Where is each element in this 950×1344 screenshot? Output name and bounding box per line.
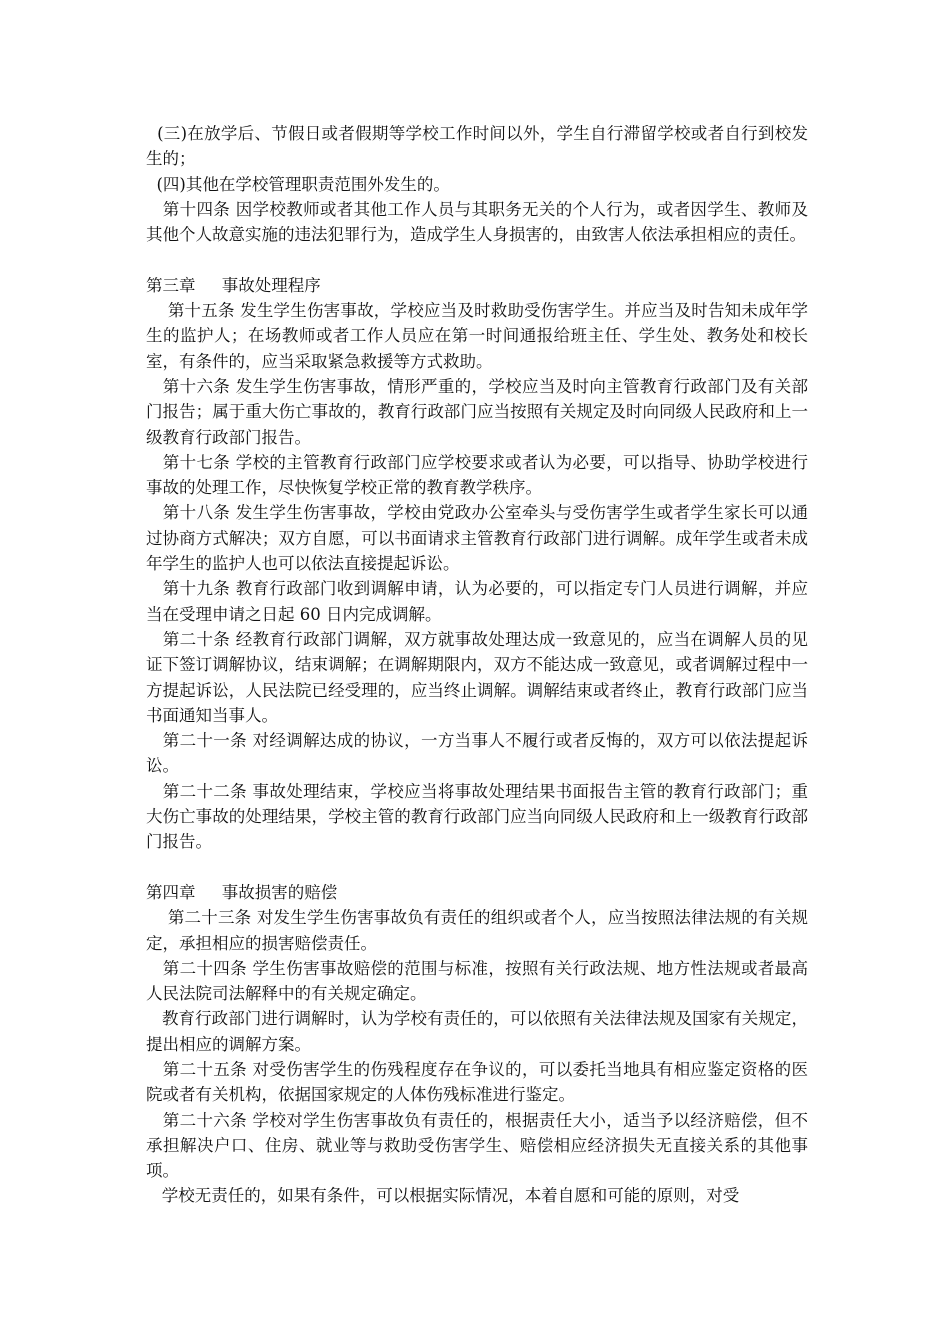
paragraph: 第二十三条 对发生学生伤害事故负有责任的组织或者个人，应当按照法律法规的有关规定，承担相应的损害赔偿责任。	[146, 908, 809, 953]
paragraph: 第十四条 因学校教师或者其他工作人员与其职务无关的个人行为，或者因学生、教师及其他个人故意实施的违法犯罪行为，造成学生人身损害的，由致害人依法承担相应的责任。	[146, 199, 808, 245]
blank-line	[146, 855, 808, 880]
paragraph: 第二十一条 对经调解达成的协议，一方当事人不履行或者反悔的，双方可以依法提起诉讼。	[146, 731, 808, 776]
paragraph: 第十七条 学校的主管教育行政部门应学校要求或者认为必要，可以指导、协助学校进行事故的处理工作，尽快恢复学校正常的教育教学秩序。	[146, 452, 808, 498]
paragraph: 第二十六条 学校对学生伤害事故负有责任的，根据责任大小，适当予以经济赔偿，但不承担解决户口、住房、就业等与救助受伤害学生、赔偿相应经济损失无直接关系的其他事项。	[146, 1110, 808, 1181]
paragraph: 第十八条 发生学生伤害事故，学校由党政办公室牵头与受伤害学生或者学生家长可以通过协商方式解决；双方自愿，可以书面请求主管教育行政部门进行调解。成年学生或者未成年学生的监护人也可以依法直接提起诉讼。	[146, 503, 808, 574]
section-top	[146, 121, 808, 247]
paragraph: (三)在放学后、节假日或者假期等学校工作时间以外，学生自行滞留学校或者自行到校发生的；	[146, 124, 808, 169]
document-page	[146, 121, 808, 1209]
chapter-heading: 第四章 事故损害的赔偿	[146, 882, 338, 902]
paragraph: 教育行政部门进行调解时，认为学校有责任的，可以依照有关法律法规及国家有关规定，提出相应的调解方案。	[146, 1009, 808, 1054]
paragraph: 第二十二条 事故处理结束，学校应当将事故处理结果书面报告主管的教育行政部门；重大伤亡事故的处理结果，学校主管的教育行政部门应当向同级人民政府和上一级教育行政部门报告。	[146, 781, 808, 852]
blank-line	[146, 247, 808, 272]
paragraph: 第二十五条 对受伤害学生的伤残程度存在争议的，可以委托当地具有相应鉴定资格的医院或者有关机构，依据国家规定的人体伤残标准进行鉴定。	[146, 1059, 808, 1105]
paragraph: 第二十四条 学生伤害事故赔偿的范围与标准，按照有关行政法规、地方性法规或者最高人民法院司法解释中的有关规定确定。	[146, 958, 808, 1004]
chapter-4	[146, 880, 808, 1209]
paragraph: 第十六条 发生学生伤害事故，情形严重的，学校应当及时向主管教育行政部门及有关部门报告；属于重大伤亡事故的，教育行政部门应当按照有关规定及时向同级人民政府和上一级教育行政部门报告。	[146, 376, 808, 447]
chapter-3	[146, 273, 808, 855]
paragraph: 第十九条 教育行政部门收到调解申请，认为必要的，可以指定专门人员进行调解，并应当在受理申请之日起 60 日内完成调解。	[146, 579, 808, 624]
paragraph: 学校无责任的，如果有条件，可以根据实际情况，本着自愿和可能的原则，对受	[161, 1186, 740, 1206]
chapter-heading: 第三章 事故处理程序	[146, 275, 321, 295]
paragraph: (四)其他在学校管理职责范围外发生的。	[156, 174, 450, 194]
paragraph: 第二十条 经教育行政部门调解，双方就事故处理达成一致意见的，应当在调解人员的见证下签订调解协议，结束调解；在调解期限内，双方不能达成一致意见，或者调解过程中一方提起诉讼，人民法院已经受理的，应当终止调解。调解结束或者终止，教育行政部门应当书面通知当事人。	[146, 629, 808, 725]
paragraph: 第十五条 发生学生伤害事故，学校应当及时救助受伤害学生。并应当及时告知未成年学生的监护人；在场教师或者工作人员应在第一时间通报给班主任、学生处、教务处和校长室，有条件的，应当采取紧急救援等方式救助。	[146, 301, 809, 371]
